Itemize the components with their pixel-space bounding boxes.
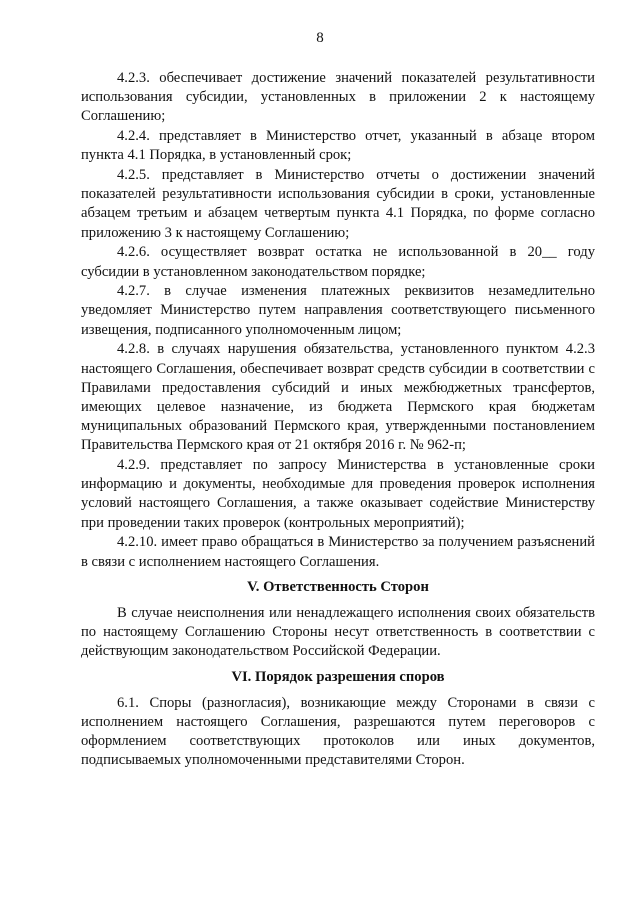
section-5-heading: V. Ответственность Сторон [247,578,429,595]
paragraph-4-2-7: 4.2.7. в случае изменения платежных реквизитов незамедлительно уведомляет Министерство путем направления соответствующего письменного извещения, подписанного уполномоченным лицом; [81,283,595,338]
paragraph-4-2-4: 4.2.4. представляет в Министерство отчет, указанный в абзаце втором пункта 4.1 Порядка, в установленный срок; [81,128,595,164]
paragraph-4-2-6: 4.2.6. осуществляет возврат остатка не использованной в 20__ году субсидии в установленном законодательством порядке; [81,244,595,280]
page-number: 8 [316,30,324,46]
section-5-paragraph: В случае неисполнения или ненадлежащего исполнения своих обязательств по настоящему Соглашению Стороны несут ответственность в соответствии с действующим законодательством Российской Федерации. [81,604,595,660]
paragraph-4-2-5: 4.2.5. представляет в Министерство отчеты о достижении значений показателей результативности использования субсидии в сроки, установленные абзацем третьим и абзацем четвертым пункта 4.1 Порядка, по форме согласно приложению 3 к настоящему Соглашению; [81,167,595,241]
paragraph-6-1: 6.1. Споры (разногласия), возникающие между Сторонами в связи с исполнением настоящего Соглашения, разрешаются путем переговоров с оформлением соответствующих протоколов или иных документов, подписываемых уполномоченными представителями Сторон. [81,694,595,769]
paragraph-4-2-9: 4.2.9. представляет по запросу Министерства в установленные сроки информацию и документы, необходимые для проведения проверок исполнения условий настоящего Соглашения, а также оказывает содействие Министерству при проведении таких проверок (контрольных мероприятий); [81,457,595,531]
paragraph-4-2-8: 4.2.8. в случаях нарушения обязательства, установленного пунктом 4.2.3 настоящего Соглашения, обеспечивает возврат средств субсидии в соответствии с Правилами предоставления субсидий и иных межбюджетных трансфертов, имеющих целевое назначение, из бюджета Пермского края бюджетам муниципальных образований Пермского края, утвержденными постановлением Правительства Пермского края от 21 октября 2016 г. № 962-п; [81,341,595,454]
section-6-heading: VI. Порядок разрешения споров [231,668,445,685]
paragraph-4-2-3: 4.2.3. обеспечивает достижение значений показателей результативности использования субсидии, установленных в приложении 2 к настоящему Соглашению; [81,70,595,125]
document-body [81,69,595,771]
paragraph-4-2-10: 4.2.10. имеет право обращаться в Министерство за получением разъяснений в связи с исполнением настоящего Соглашения. [81,534,595,570]
